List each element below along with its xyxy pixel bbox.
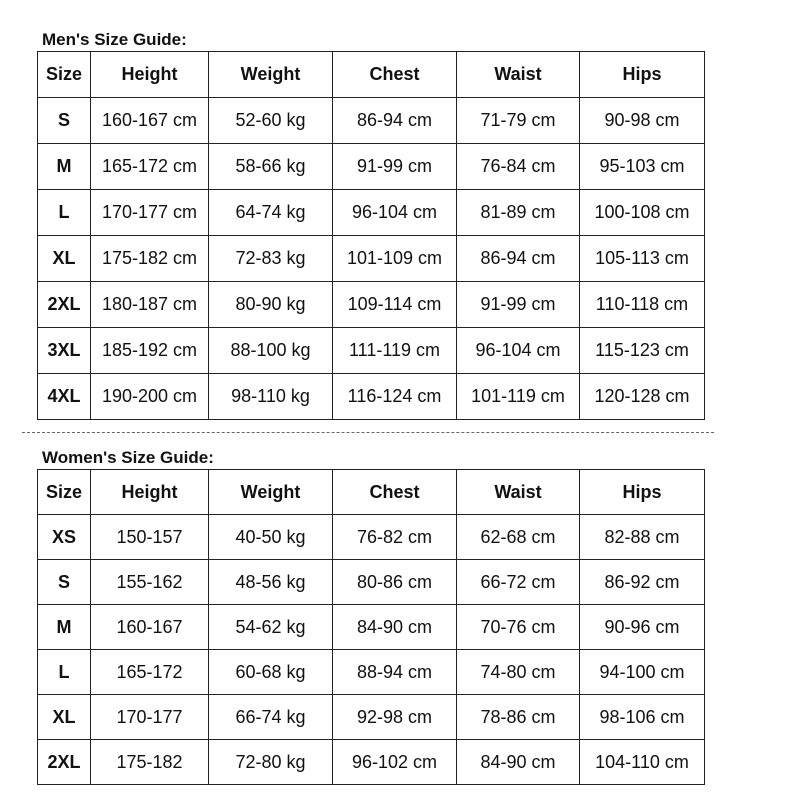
measurement-cell: 66-74 kg (209, 695, 333, 740)
measurement-cell: 76-82 cm (333, 515, 457, 560)
measurement-cell: 98-110 kg (209, 374, 333, 420)
measurement-cell: 96-104 cm (457, 328, 580, 374)
table-row (38, 740, 705, 785)
table-row (38, 560, 705, 605)
measurement-cell: 100-108 cm (580, 190, 705, 236)
measurement-cell: 54-62 kg (209, 605, 333, 650)
column-header-size: Size (38, 52, 91, 98)
table-row (38, 236, 705, 282)
measurement-cell: 101-119 cm (457, 374, 580, 420)
table-row (38, 374, 705, 420)
size-cell: 2XL (38, 282, 91, 328)
measurement-cell: 72-83 kg (209, 236, 333, 282)
measurement-cell: 71-79 cm (457, 98, 580, 144)
column-header-hips: Hips (580, 52, 705, 98)
measurement-cell: 84-90 cm (457, 740, 580, 785)
measurement-cell: 185-192 cm (91, 328, 209, 374)
measurement-cell: 92-98 cm (333, 695, 457, 740)
measurement-cell: 105-113 cm (580, 236, 705, 282)
size-cell: L (38, 190, 91, 236)
size-cell: XL (38, 236, 91, 282)
measurement-cell: 96-104 cm (333, 190, 457, 236)
measurement-cell: 160-167 cm (91, 98, 209, 144)
table-row (38, 98, 705, 144)
measurement-cell: 170-177 (91, 695, 209, 740)
measurement-cell: 84-90 cm (333, 605, 457, 650)
measurement-cell: 101-109 cm (333, 236, 457, 282)
measurement-cell: 110-118 cm (580, 282, 705, 328)
table-header-row (38, 52, 705, 98)
column-header-chest: Chest (333, 52, 457, 98)
measurement-cell: 64-74 kg (209, 190, 333, 236)
measurement-cell: 80-86 cm (333, 560, 457, 605)
size-cell: 3XL (38, 328, 91, 374)
measurement-cell: 175-182 (91, 740, 209, 785)
measurement-cell: 72-80 kg (209, 740, 333, 785)
table-row (38, 650, 705, 695)
measurement-cell: 91-99 cm (457, 282, 580, 328)
column-header-waist: Waist (457, 470, 580, 515)
measurement-cell: 88-100 kg (209, 328, 333, 374)
size-cell: XL (38, 695, 91, 740)
measurement-cell: 165-172 (91, 650, 209, 695)
measurement-cell: 190-200 cm (91, 374, 209, 420)
table-row (38, 328, 705, 374)
measurement-cell: 155-162 (91, 560, 209, 605)
column-header-weight: Weight (209, 470, 333, 515)
column-header-waist: Waist (457, 52, 580, 98)
measurement-cell: 115-123 cm (580, 328, 705, 374)
measurement-cell: 90-96 cm (580, 605, 705, 650)
womens-size-guide-title: Women's Size Guide: (42, 448, 214, 467)
measurement-cell: 86-94 cm (333, 98, 457, 144)
column-header-height: Height (91, 52, 209, 98)
column-header-chest: Chest (333, 470, 457, 515)
measurement-cell: 88-94 cm (333, 650, 457, 695)
measurement-cell: 86-94 cm (457, 236, 580, 282)
measurement-cell: 111-119 cm (333, 328, 457, 374)
size-cell: 2XL (38, 740, 91, 785)
measurement-cell: 94-100 cm (580, 650, 705, 695)
size-cell: S (38, 98, 91, 144)
table-row (38, 605, 705, 650)
measurement-cell: 40-50 kg (209, 515, 333, 560)
measurement-cell: 90-98 cm (580, 98, 705, 144)
measurement-cell: 98-106 cm (580, 695, 705, 740)
measurement-cell: 116-124 cm (333, 374, 457, 420)
table-row (38, 282, 705, 328)
section-divider (22, 432, 714, 433)
size-cell: M (38, 144, 91, 190)
measurement-cell: 150-157 (91, 515, 209, 560)
measurement-cell: 76-84 cm (457, 144, 580, 190)
measurement-cell: 86-92 cm (580, 560, 705, 605)
size-cell: M (38, 605, 91, 650)
measurement-cell: 80-90 kg (209, 282, 333, 328)
measurement-cell: 96-102 cm (333, 740, 457, 785)
measurement-cell: 170-177 cm (91, 190, 209, 236)
measurement-cell: 109-114 cm (333, 282, 457, 328)
table-row (38, 695, 705, 740)
table-row (38, 515, 705, 560)
measurement-cell: 66-72 cm (457, 560, 580, 605)
table-header-row (38, 470, 705, 515)
measurement-cell: 74-80 cm (457, 650, 580, 695)
mens-size-guide-title: Men's Size Guide: (42, 30, 187, 49)
measurement-cell: 91-99 cm (333, 144, 457, 190)
measurement-cell: 70-76 cm (457, 605, 580, 650)
womens-size-table (37, 469, 705, 785)
column-header-weight: Weight (209, 52, 333, 98)
size-cell: L (38, 650, 91, 695)
column-header-size: Size (38, 470, 91, 515)
column-header-height: Height (91, 470, 209, 515)
size-cell: 4XL (38, 374, 91, 420)
measurement-cell: 78-86 cm (457, 695, 580, 740)
table-row (38, 190, 705, 236)
measurement-cell: 81-89 cm (457, 190, 580, 236)
measurement-cell: 180-187 cm (91, 282, 209, 328)
measurement-cell: 82-88 cm (580, 515, 705, 560)
measurement-cell: 62-68 cm (457, 515, 580, 560)
table-row (38, 144, 705, 190)
size-cell: XS (38, 515, 91, 560)
measurement-cell: 60-68 kg (209, 650, 333, 695)
measurement-cell: 48-56 kg (209, 560, 333, 605)
measurement-cell: 52-60 kg (209, 98, 333, 144)
measurement-cell: 160-167 (91, 605, 209, 650)
measurement-cell: 175-182 cm (91, 236, 209, 282)
measurement-cell: 58-66 kg (209, 144, 333, 190)
measurement-cell: 104-110 cm (580, 740, 705, 785)
measurement-cell: 120-128 cm (580, 374, 705, 420)
measurement-cell: 165-172 cm (91, 144, 209, 190)
measurement-cell: 95-103 cm (580, 144, 705, 190)
column-header-hips: Hips (580, 470, 705, 515)
size-cell: S (38, 560, 91, 605)
mens-size-table (37, 51, 705, 420)
